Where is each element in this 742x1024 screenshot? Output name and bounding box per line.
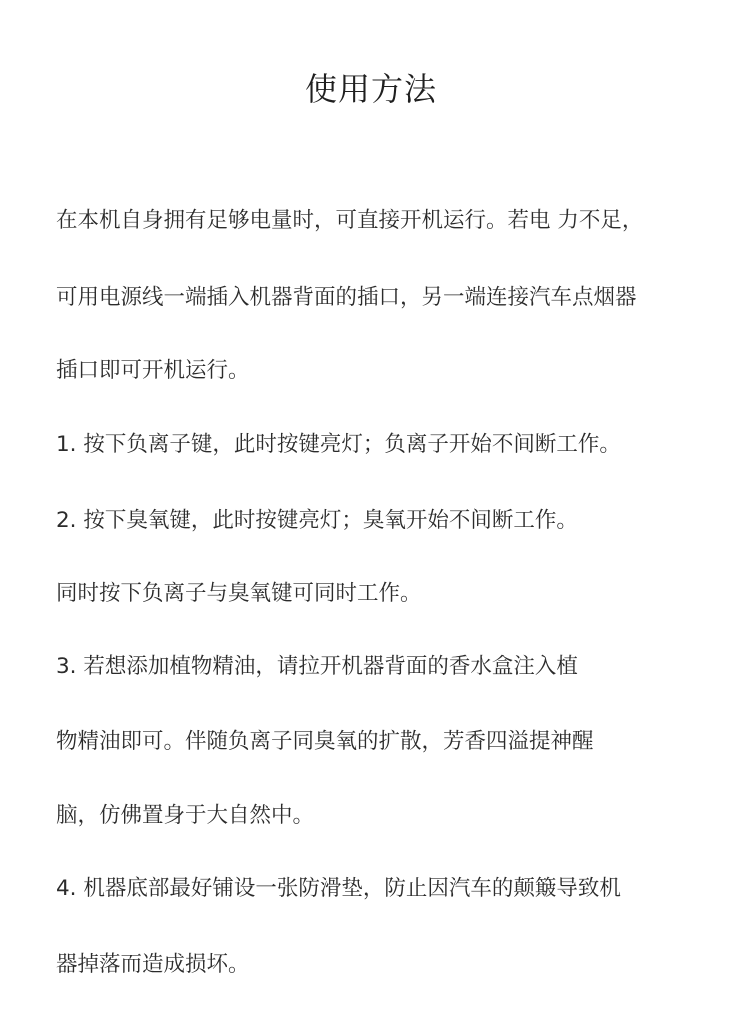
text-line-3: 插口即可开机运行。 (56, 358, 250, 383)
step-3-line-2: 物精油即可。伴随负离子同臭氧的扩散，芳香四溢提神醒 (56, 729, 594, 754)
text-line-1: 在本机自身拥有足够电量时，可直接开机运行。若电 力不足， (56, 208, 644, 233)
step-4-line-2: 器掉落而造成损坏。 (56, 952, 250, 977)
step-4-line-1: 4. 机器底部最好铺设一张防滑垫，防止因汽车的颠簸导致机 (56, 876, 621, 901)
combined-note-line: 同时按下负离子与臭氧键可同时工作。 (56, 581, 422, 606)
step-2-line: 2. 按下臭氧键，此时按键亮灯；臭氧开始不间断工作。 (56, 508, 578, 533)
page-title: 使用方法 (304, 70, 437, 109)
step-1-line: 1. 按下负离子键，此时按键亮灯；负离子开始不间断工作。 (56, 432, 621, 457)
step-3-line-1: 3. 若想添加植物精油，请拉开机器背面的香水盒注入植 (56, 654, 578, 679)
text-line-2: 可用电源线一端插入机器背面的插口，另一端连接汽车点烟器 (56, 285, 637, 310)
step-3-line-3: 脑，仿佛置身于大自然中。 (56, 803, 315, 828)
